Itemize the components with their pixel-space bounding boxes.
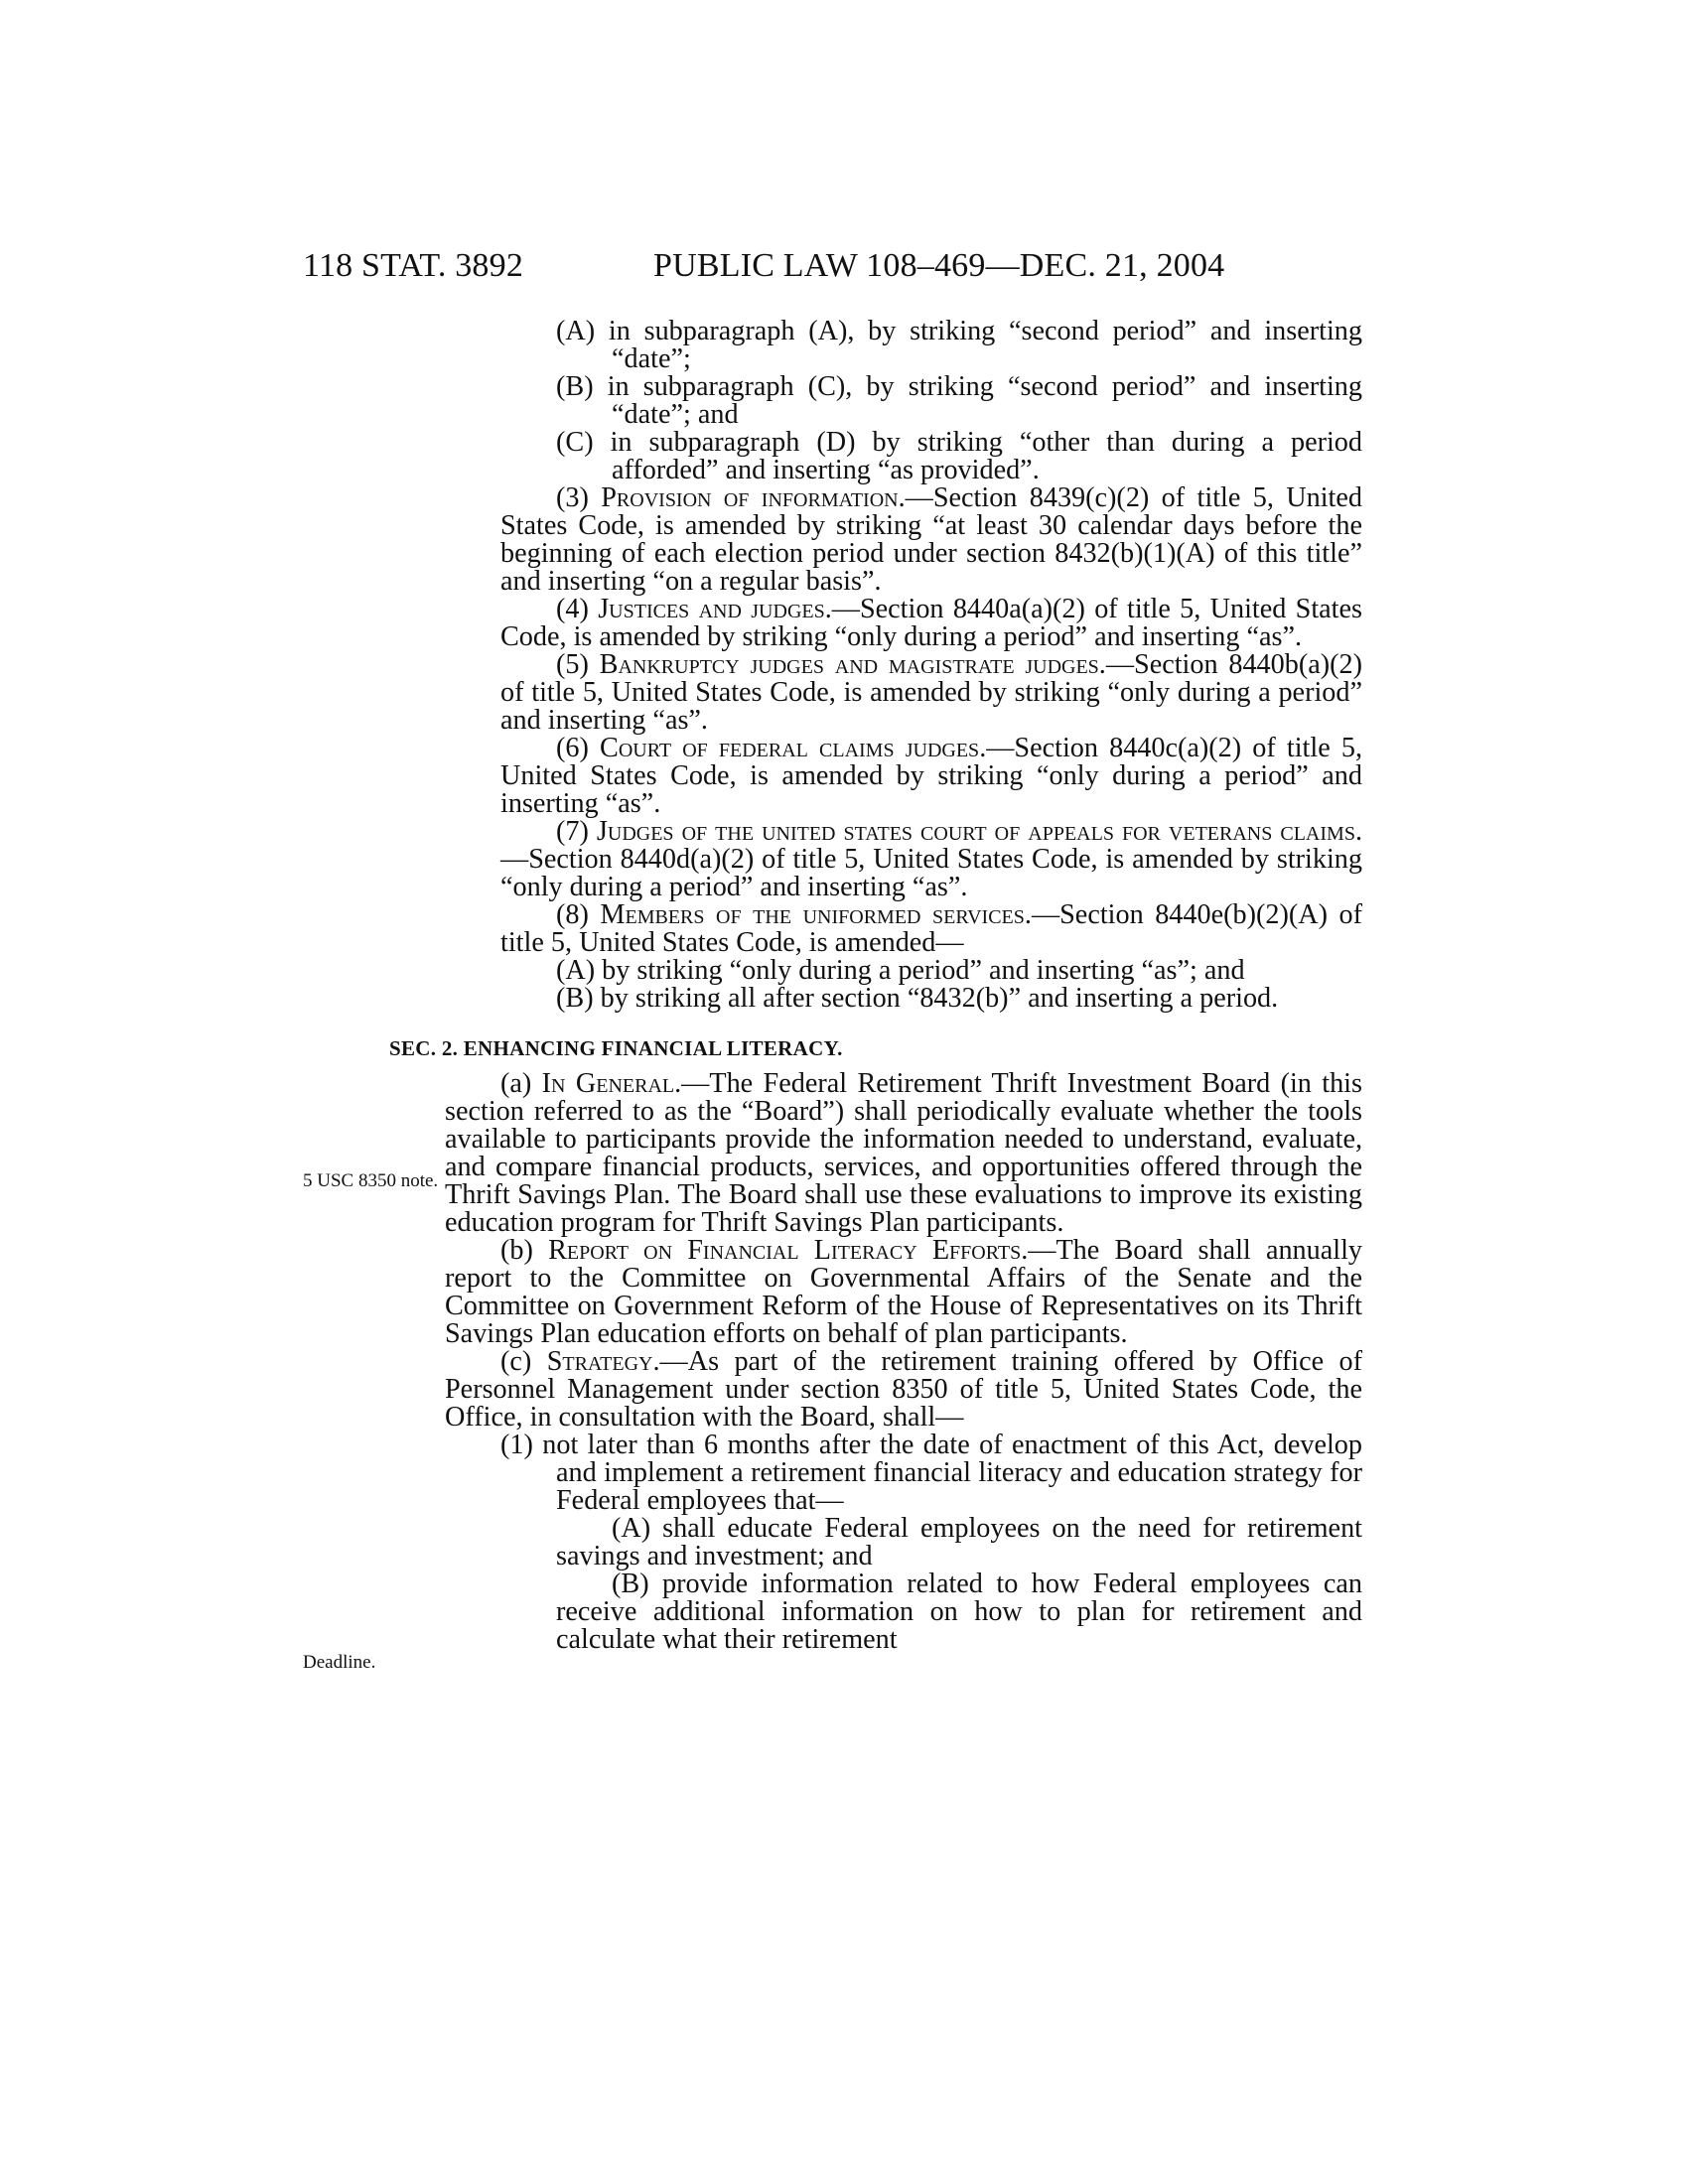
page-header-stat: 118 STAT. 3892 xyxy=(303,247,524,284)
paragraph-5 xyxy=(500,651,1362,735)
subsection-b-heading: Report on Financial Literacy Efforts xyxy=(548,1235,1022,1266)
paragraph-7-heading: Judges of the united states court of appeals for veterans claims xyxy=(596,816,1355,847)
paragraph-3 xyxy=(500,484,1362,596)
paragraph-8-text: .—Section 8440e(b)(2)(A) of title 5, United States Code, is amended— xyxy=(500,899,1362,958)
subsection-c-1: (1) not later than 6 months after the date of enactment of this Act, develop and implement a retirement financial literacy and education strategy for Federal employees that— xyxy=(500,1430,1362,1516)
subsection-c-1-b: (B) provide information related to how Federal employees can receive additional information on how to plan for retirement and calculate what their retirement xyxy=(556,1569,1362,1655)
paragraph-3-number: (3) xyxy=(556,482,602,513)
paragraph-5-text: .—Section 8440b(a)(2) of title 5, United States Code, is amended by striking “only during a period” and inserting “as”. xyxy=(500,649,1362,736)
paragraph-8a: (A) by striking “only during a period” and inserting “as”; and xyxy=(556,955,1245,986)
page-header-title: PUBLIC LAW 108–469—DEC. 21, 2004 xyxy=(653,247,1225,284)
subsection-c xyxy=(445,1348,1362,1432)
subsection-c-heading: Strategy xyxy=(546,1346,653,1377)
subsection-b-text: .—The Board shall annually report to the Committee on Governmental Affairs of the Senate and the Committee on Government Reform of the House of Representatives on its Thrift Savings Plan education efforts on behalf of plan participants. xyxy=(445,1235,1363,1349)
paragraph-7 xyxy=(500,818,1362,901)
side-note-usc: 5 USC 8350 note. xyxy=(303,1170,439,1191)
paragraph-8b: (B) by striking all after section “8432(b)” and inserting a period. xyxy=(556,983,1279,1014)
paragraph-6 xyxy=(500,735,1362,818)
paragraph-7-text: .—Section 8440d(a)(2) of title 5, United States Code, is amended by striking “only during a period” and inserting “as”. xyxy=(500,816,1362,902)
subsection-c-1-a: (A) shall educate Federal employees on the need for retirement savings and investment; and xyxy=(556,1513,1362,1571)
paragraph-3-heading: Provision of information xyxy=(601,482,899,513)
paragraph-2a: (A) in subparagraph (A), by striking “second period” and inserting “date”; xyxy=(556,316,1362,374)
paragraph-8-number: (8) xyxy=(556,899,601,930)
paragraph-2b: (B) in subparagraph (C), by striking “second period” and inserting “date”; and xyxy=(556,371,1362,430)
paragraph-4-number: (4) xyxy=(556,594,599,624)
subsection-c-number: (c) xyxy=(500,1346,547,1377)
subsection-a-number: (a) xyxy=(500,1068,542,1099)
subsection-a-text: .—The Federal Retirement Thrift Investment Board (in this section referred to as the “Board”) shall periodically evaluate whether the tools available to participants provide the information needed to understand, evaluate, and compare financial products, services, and opportunities offered through the Thrift Savings Plan. The Board shall use these evaluations to improve its existing education program for Thrift Savings Plan participants. xyxy=(445,1068,1362,1238)
paragraph-4-heading: Justices and judges xyxy=(598,594,825,624)
subsection-a xyxy=(445,1070,1362,1237)
body-text xyxy=(389,316,1363,1655)
paragraph-5-number: (5) xyxy=(556,649,600,680)
paragraph-7-number: (7) xyxy=(556,816,597,847)
side-note-deadline: Deadline. xyxy=(303,1652,376,1673)
paragraph-6-number: (6) xyxy=(556,733,601,763)
subsection-a-heading: In General xyxy=(541,1068,675,1099)
subsection-b xyxy=(445,1237,1362,1348)
subsection-c-text: .—As part of the retirement training offered by Office of Personnel Management under section 8350 of title 5, United States Code, the Office, in consultation with the Board, shall— xyxy=(445,1346,1362,1433)
paragraph-3-text: .—Section 8439(c)(2) of title 5, United States Code, is amended by striking “at least 30 calendar days before the beginning of each election period under section 8432(b)(1)(A) of this title” and inserting “on a regular basis”. xyxy=(500,482,1362,597)
paragraph-5-heading: Bankruptcy judges and magistrate judges xyxy=(599,649,1099,680)
paragraph-6-heading: Court of federal claims judges xyxy=(600,733,980,763)
subsection-b-number: (b) xyxy=(500,1235,549,1266)
paragraph-8-heading: Members of the uniformed services xyxy=(600,899,1025,930)
section-2-body xyxy=(445,1070,1362,1654)
paragraph-8 xyxy=(500,901,1362,957)
paragraph-6-text: .—Section 8440c(a)(2) of title 5, United States Code, is amended by striking “only during a period” and inserting “as”. xyxy=(500,733,1363,819)
paragraph-4-text: .—Section 8440a(a)(2) of title 5, United States Code, is amended by striking “only during a period” and inserting “as”. xyxy=(500,594,1362,652)
paragraph-4 xyxy=(500,596,1362,651)
paragraph-2c: (C) in subparagraph (D) by striking “other than during a period afforded” and inserting “as provided”. xyxy=(556,427,1362,485)
section-2-heading: SEC. 2. ENHANCING FINANCIAL LITERACY. xyxy=(389,1036,843,1060)
